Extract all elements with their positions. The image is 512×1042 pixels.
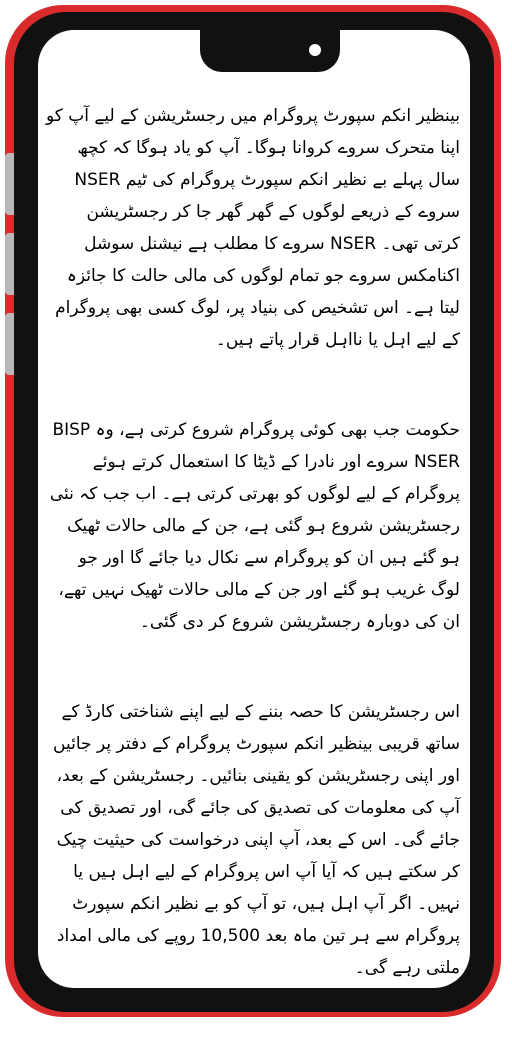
paragraph-registration-steps: اس رجسٹریشن کا حصہ بننے کے لیے اپنے شناختی کارڈ کے ساتھ قریبی بینظیر انکم سپورٹ پروگرام کے دفتر پر جائیں اور اپنی رجسٹریشن کو یقینی بنائیں۔ رجسٹریشن کے بعد، آپ کی معلومات کی تصدیق کی جائے گی، اور تصدیق کی جائے گی۔ اس کے بعد، آپ اپنی درخواست کی حیثیت چیک کر سکتے ہیں کہ آیا آپ اس پروگرام کے لیے اہل ہیں یا نہیں۔ اگر آپ اہل ہیں، تو آپ کو بے نظیر انکم سپورٹ پروگرام سے ہر تین ماہ بعد 10,500 روپے کی مالی امداد ملتی رہے گی۔ — [53, 702, 460, 978]
paragraph-government-program: حکومت جب بھی کوئی پروگرام شروع کرتی ہے، وہ BISP NSER سروے اور نادرا کے ڈیٹا کا استعمال کرتے ہوئے پروگرام کے لیے لوگوں کو بھرتی کرتی ہے۔ اب جب کہ نئی رجسٹریشن شروع ہو گئی ہے، جن کے مالی حالات ٹھیک ہو گئے ہیں ان کو پروگرام سے نکال دیا جائے گا اور جو لوگ غریب ہو گئے اور جن کے مالی حالات ٹھیک نہیں تھے، ان کی دوبارہ رجسٹریشن شروع کر دی گئی۔ — [49, 420, 460, 632]
article-text — [46, 100, 460, 1042]
paragraph-registration-survey: بینظیر انکم سپورٹ پروگرام میں رجسٹریشن کے لیے آپ کو اپنا متحرک سروے کروانا ہوگا۔ آپ کو یاد ہوگا کہ کچھ سال پہلے بے نظیر انکم سپورٹ پروگرام کی ٹیم NSER سروے کے ذریعے لوگوں کے گھر گھر جا کر رجسٹریشن کرتی تھی۔ NSER سروے کا مطلب ہے نیشنل سوشل اکنامکس سروے جو تمام لوگوں کی مالی حالت کا جائزہ لیتا ہے۔ اس تشخیص کی بنیاد پر، لوگ کسی بھی پروگرام کے لیے اہل یا نااہل قرار پاتے ہیں۔ — [46, 106, 460, 350]
camera-icon — [309, 44, 321, 56]
